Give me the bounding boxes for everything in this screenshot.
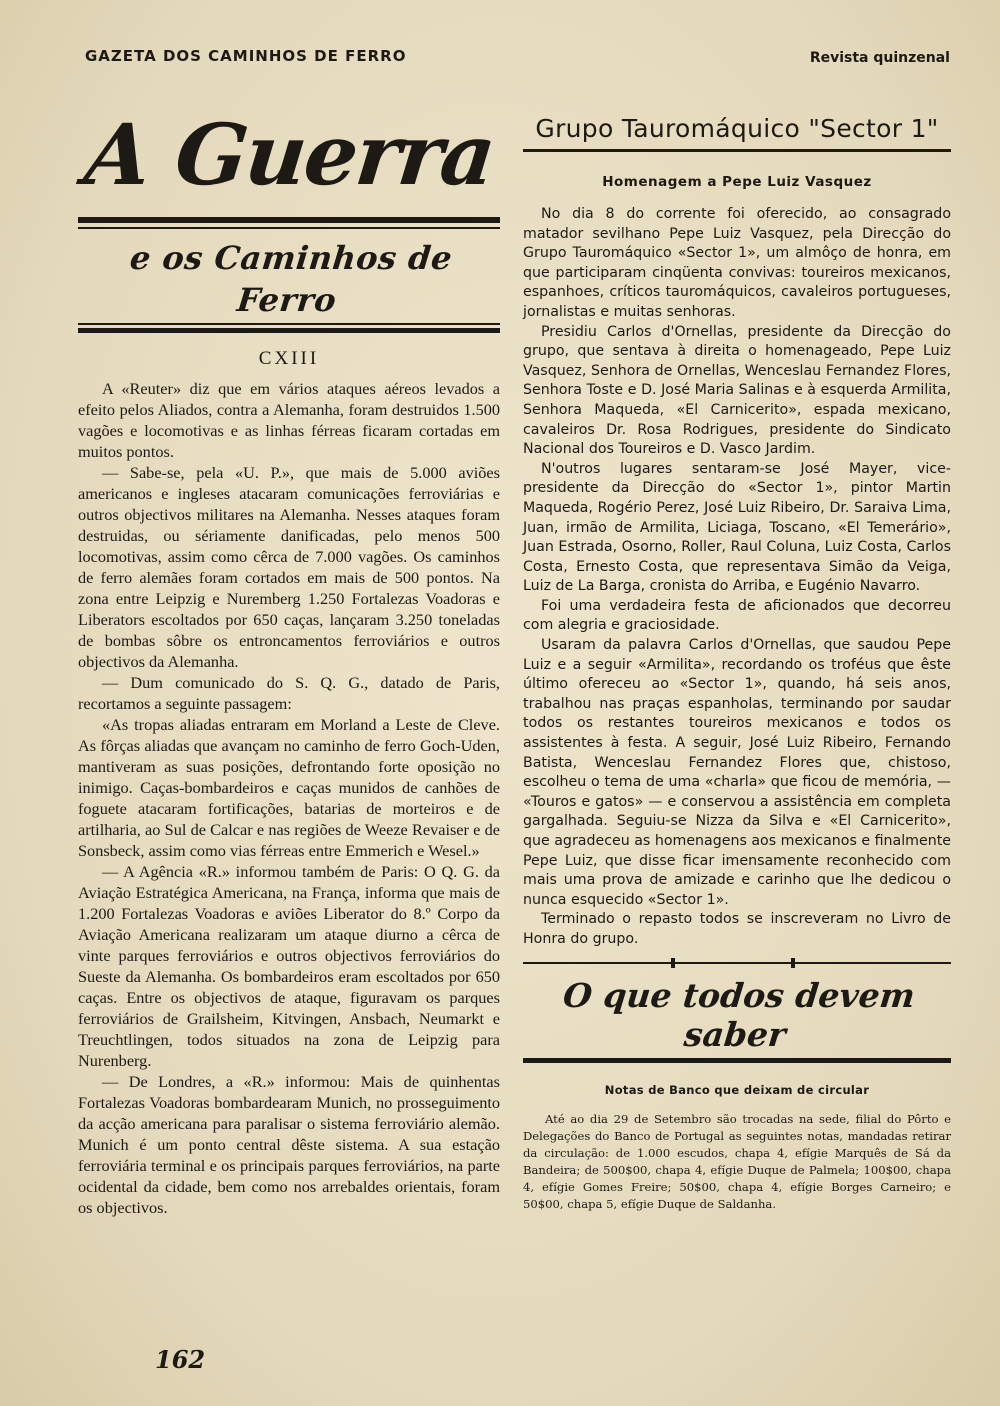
bullfight-article-body [523,205,951,950]
paragraph: Usaram da palavra Carlos d'Ornellas, que saudou Pepe Luiz e a seguir «Armilita», recordando os troféus que êste último ofereceu ao «Sector 1», quando, há seis anos, trabalhou nas praças espanholas, terminando por saudar todos os restantes toureiros mexicanos e todos os assistentes à festa. A seguir, José Luiz Ribeiro, Fernando Batista, Wenceslau Fernandez Flores que, chistoso, escolheu o tema de uma «charla» que ficou de memória, — «Touros e gatos» — e conservou a assistência em completa gargalhada. Seguiu-se Nizza da Silva e «El Carnicerito», que agradeceu as homenagens aos mexicanos e finalmente Pepe Luiz, que disse ficar imensamente reconhecido com mais uma prova de amizade e carinho que lhe dedicou o nunca esquecido «Sector 1». [523,637,951,908]
paragraph: «As tropas aliadas entraram em Morland a Leste de Cleve. As fôrças aliadas que avançam no caminho de ferro Goch-Uden, mantiveram as suas posições, defrontando forte oposição no inimigo. Caças-bombardeiros e caças munidos de canhões de foguete atacaram fortificações, batarias de morteiros e de artilharia, ao Sul de Calcar e nas regiões de Weeze Revaiser e de Sonsbeck, assim como vias férreas entre Emmerich e Wesel.» [78,715,500,860]
paragraph: Foi uma verdadeira festa de aficionados que decorreu com alegria e graciosidade. [523,597,951,634]
bullfight-title-rule [523,149,951,152]
subtitle-rule-thin [78,323,500,325]
article-title: A Guerra [80,105,499,204]
article-body [78,378,500,1218]
separator-mark [791,958,795,968]
paragraph: Terminado o repasto todos se inscreveram no Livro de Honra do grupo. [523,911,951,947]
separator-mark [671,958,675,968]
section-separator [523,958,951,968]
notes-section-title: O que todos devem saber [561,975,917,1054]
left-column [78,105,500,1218]
notes-body [523,1111,951,1213]
notes-title-rule [523,1058,951,1063]
paragraph: N'outros lugares sentaram-se José Mayer, vice-presidente da Direcção do «Sector 1», pintor Martin Maqueda, Rogério Perez, José Luiz Ribeiro, Dr. Saraiva Lima, Juan, irmão de Armilita, Liciaga, Toscano, «El Temerário», Juan Estrada, Osorno, Roller, Raul Coluna, Luiz Costa, Carlos Costa, Ernesto Costa, que representava Simão da Veiga, Luiz de La Barga, cronista do Arriba, e Eugénio Navarro. [523,460,951,595]
article-subtitle: e os Caminhos de Ferro [128,239,455,319]
publication-title: GAZETA DOS CAMINHOS DE FERRO [85,47,407,65]
bullfight-article-title: Grupo Tauromáquico "Sector 1" [535,114,939,143]
title-rule-thin [78,227,500,229]
subtitle-rule-thick [78,328,500,333]
paragraph: — De Londres, a «R.» informou: Mais de quinhentas Fortalezas Voadoras bombardearam Munich, no prosseguimento da acção americana para paralisar o sistema ferroviário alemão. Munich é um ponto central dêste sistema. A sua estação ferroviária terminal e os principais parques ferroviários, na parte ocidental da cidade, bem como nos arrebaldes orientais, foram os objectivos. [78,1072,500,1217]
article-number: CXIII [258,348,320,369]
notes-subtitle: Notas de Banco que deixam de circular [604,1082,870,1097]
title-rule-thick [78,217,500,223]
publication-frequency: Revista quinzenal [809,50,950,66]
paragraph: — A Agência «R.» informou também de Paris: O Q. G. da Aviação Estratégica Americana, na França, informa que mais de 1.200 Fortalezas Voadoras e aviões Liberator do 8.º Corpo da Aviação Americana realizaram um ataque diurno a cêrca de vinte parques ferroviários e outros objectivos ferroviários do Sueste da Alemanha. Os bombardeiros eram escoltados por 650 caças. Entre os objectivos de ataque, figuravam os parques ferroviários de Grailsheim, Kitvingen, Ansbach, Neumarkt e Treuchtlingen, todos situados na zona de Leipzig para Nurenberg. [78,862,500,1070]
paragraph: — Sabe-se, pela «U. P.», que mais de 5.000 aviões americanos e ingleses atacaram comunicações ferroviárias e outros objectivos militares na Alemanha. Nesses ataques foram destruidas, ou sériamente danificadas, pelo menos 500 locomotivas, assim como cêrca de 7.000 vagões. Os caminhos de ferro alemães foram cortados em mais de 500 pontos. Na zona entre Leipzig e Nuremberg 1.250 Fortalezas Voadoras e Liberators escoltados por 650 caças, lançaram 3.250 toneladas de bombas sôbre os entroncamentos ferroviários e outros objectivos da Alemanha. [78,463,500,671]
paragraph: Presidiu Carlos d'Ornellas, presidente da Direcção do grupo, que sentava à direita o homenageado, Pepe Luiz Vasquez, Senhora de Ornellas, Wenceslau Fernandez Flores, Senhora Toste e D. José Maria Salinas e à esquerda Armilita, Senhora Maqueda, «El Carnicerito», espada mexicano, cavaleiros Dr. Rosa Rodrigues, presidente do Sindicato Nacional dos Toureiros e D. Vasco Jardim. [523,323,951,458]
paragraph: Até ao dia 29 de Setembro são trocadas na sede, filial do Pôrto e Delegações do Banco de Portugal as seguintes notas, mandadas retirar da circulação: de 1.000 escudos, chapa 4, efígie Marquês de Sá da Bandeira; de 500$00, chapa 4, efígie Duque de Palmela; 100$00, chapa 4, efígie Gomes Freire; 50$00, chapa 4, efígie Borges Carneiro; e 50$00, chapa 5, efígie Duque de Saldanha. [523,1111,951,1211]
paragraph: A «Reuter» diz que em vários ataques aéreos levados a efeito pelos Aliados, contra a Alemanha, foram destruidos 1.500 vagões e locomotivas e as linhas férreas ficaram cortadas em muitos pontos. [78,379,500,461]
paragraph: — Dum comunicado do S. Q. G., datado de Paris, recortamos a seguinte passagem: [78,673,500,713]
paragraph: No dia 8 do corrente foi oferecido, ao consagrado matador sevilhano Pepe Luiz Vasquez, pela Direcção do Grupo Tauromáquico «Sector 1», um almôço de honra, em que participaram cinqüenta convivas: toureiros mexicanos, espanhoes, críticos tauromáquicos, cavaleiros portugueses, jornalistas e muitas senhoras. [523,206,951,320]
bullfight-article-subtitle: Homenagem a Pepe Luiz Vasquez [602,174,872,190]
page-number: 162 [155,1345,206,1374]
right-column [523,108,951,1213]
separator-line [523,962,951,964]
